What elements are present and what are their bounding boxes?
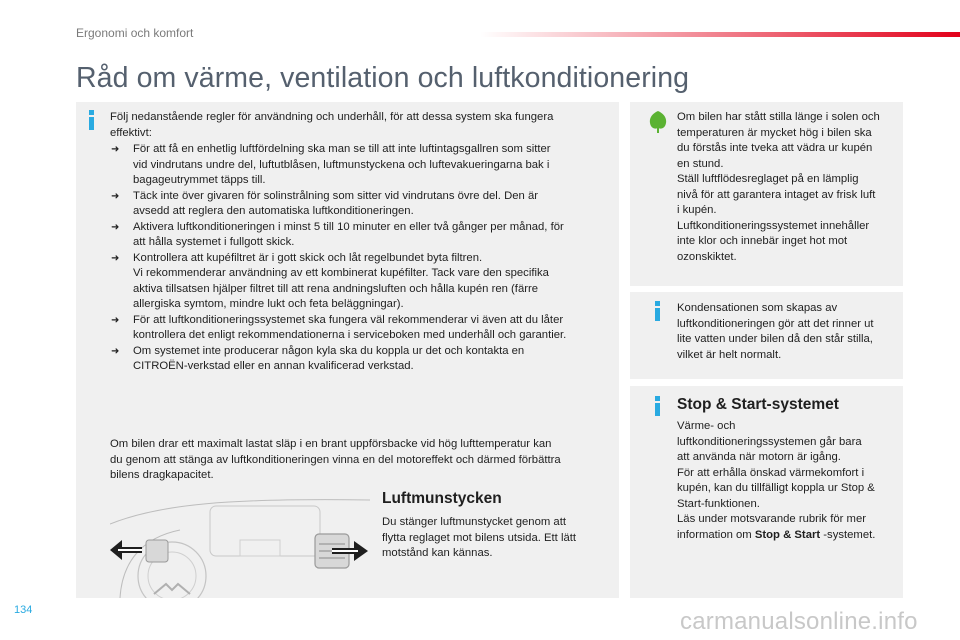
- sun-line: i kupén.: [677, 204, 717, 216]
- list-item-line: kontrollera det enligt rekommendationerna i serviceboken med underhåll och garantier.: [133, 329, 567, 341]
- stop-line: att använda när motorn är igång.: [677, 451, 841, 463]
- sun-line: nivå för att garantera intaget av frisk luft: [677, 188, 876, 201]
- sun-line: Ställ luftflödesreglaget på en lämplig: [677, 173, 859, 185]
- page-number: 134: [14, 604, 33, 616]
- list-item-line: Täck inte över givaren för solinstrålning som sitter vid vindrutans övre del. Den är: [133, 189, 538, 202]
- list-item-line: aktiva tillsatsen hjälper filtret till att rena andningsluften och hålla kupén ren (färre: [133, 282, 539, 295]
- sun-advice-text: [677, 110, 899, 265]
- maintenance-rules-list: [110, 142, 610, 375]
- info-icon: [654, 301, 664, 322]
- list-item-line: För att få en enhetlig luftfördelning ska man se till att inte luftintagsgallren som sitter: [133, 143, 551, 155]
- condensation-line: luftkonditioneringen gör att det rinner ut: [677, 317, 874, 330]
- sun-line: temperaturen är mycket hög i bilen ska: [677, 126, 872, 139]
- watermark: carmanualsonline.info: [680, 608, 918, 635]
- vents-heading: Luftmunstycken: [382, 490, 502, 507]
- stop-line: För att erhålla önskad värmekomfort i: [677, 466, 865, 479]
- stop-start-text: [677, 419, 899, 543]
- condensation-line: Kondensationen som skapas av: [677, 302, 838, 314]
- stop-line: Start-funktionen.: [677, 497, 760, 510]
- list-item: [110, 251, 610, 313]
- list-item: [110, 220, 610, 251]
- page-title: Råd om värme, ventilation och luftkonditionering: [76, 62, 690, 94]
- vents-line: flytta reglaget mot bilens utsida. Ett lätt: [382, 531, 577, 544]
- stop-line: Läs under motsvarande rubrik för mer: [677, 513, 866, 525]
- towing-line: bilens dragkapacitet.: [110, 469, 214, 481]
- bullet-arrow-icon: ➜: [111, 345, 120, 357]
- stop-start-heading: Stop & Start-systemet: [677, 396, 839, 413]
- info-icon: [654, 396, 664, 417]
- intro-text: [110, 110, 610, 141]
- list-item-line: CITROËN-verkstad eller en annan kvalificerad verkstad.: [133, 360, 414, 372]
- bullet-arrow-icon: ➜: [111, 190, 120, 202]
- list-item: [110, 344, 610, 375]
- list-item-line: Aktivera luftkonditioneringen i minst 5 till 10 minuter en eller två gånger per månad, för: [133, 220, 564, 233]
- bullet-arrow-icon: ➜: [111, 314, 120, 326]
- list-item-line: att hålla systemet i fullgott skick.: [133, 236, 295, 248]
- intro-line: effektivt:: [110, 126, 152, 139]
- vents-line: motstånd kan kännas.: [382, 547, 493, 559]
- bullet-arrow-icon: ➜: [111, 252, 120, 264]
- sun-line: ozonskiktet.: [677, 250, 737, 263]
- stop-line: Värme- och: [677, 420, 736, 432]
- list-item-line: Om systemet inte producerar någon kyla ska du koppla ur det och kontakta en: [133, 344, 525, 357]
- bullet-arrow-icon: ➜: [111, 144, 120, 155]
- vents-line: Du stänger luftmunstycket genom att: [382, 516, 566, 528]
- towing-line: du genom att stänga av luftkonditioneringen vinna en del motoreffekt och därmed förbättra: [110, 453, 561, 466]
- stop-line-last: [677, 528, 899, 544]
- stop-line: kupén, kan du tillfälligt koppla ur Stop &: [677, 482, 875, 494]
- sun-line: Om bilen har stått stilla länge i solen och: [677, 111, 880, 123]
- list-item-line: Vi rekommenderar användning av ett kombinerat kupéfilter. Tack vare den specifika: [133, 267, 549, 279]
- intro-line: Följ nedanstående regler för användning och underhåll, för att dessa system ska fungera: [110, 111, 554, 123]
- stop-start-bold-term: Stop & Start: [754, 528, 821, 541]
- list-item: [110, 142, 610, 189]
- condensation-line: lite vatten under bilen då den står stilla,: [677, 333, 873, 345]
- towing-text: [110, 437, 610, 484]
- towing-line: Om bilen drar ett maximalt lastat släp i en brant uppförsbacke vid hög lufttemperatur kan: [110, 438, 552, 450]
- sun-line: du förstås inte tveka att vädra ur kupén: [677, 142, 873, 154]
- condensation-line: vilket är helt normalt.: [677, 348, 782, 361]
- list-item-line: allergiska symtom, mindre lukt och feta beläggningar).: [133, 298, 404, 310]
- sun-line: Luftkonditioneringssystemet innehåller: [677, 219, 870, 232]
- section-header: Ergonomi och komfort: [76, 26, 194, 40]
- sun-line: en stund.: [677, 157, 724, 170]
- list-item-line: bagageutrymmet täpps till.: [133, 174, 266, 186]
- list-item-line: För att luftkonditioneringssystemet ska fungera väl rekommenderar vi även att du låter: [133, 313, 564, 326]
- list-item-line: Kontrollera att kupéfiltret är i gott skick och låt regelbundet byta filtren.: [133, 251, 483, 264]
- eco-leaf-icon: [648, 110, 668, 134]
- list-item: [110, 189, 610, 220]
- list-item: [110, 313, 610, 344]
- dashboard-vents-illustration: [110, 494, 370, 598]
- bullet-arrow-icon: ➜: [111, 221, 120, 233]
- vents-text: [382, 515, 607, 562]
- list-item-line: vid vindrutans undre del, luftutblåsen, luftmunstyckena och luftevakueringarna bak i: [133, 158, 550, 171]
- condensation-text: [677, 301, 899, 363]
- stop-last-suffix: -systemet.: [820, 528, 876, 541]
- sun-line: inte klor och innebär inget hot mot: [677, 235, 848, 247]
- stop-last-prefix: information om: [677, 528, 755, 541]
- stop-line: luftkonditioneringssystemen går bara: [677, 435, 862, 448]
- info-icon: [88, 110, 98, 131]
- list-item-line: avsedd att reglera den automatiska luftkonditioneringen.: [133, 205, 414, 217]
- header-accent-bar: [480, 32, 960, 37]
